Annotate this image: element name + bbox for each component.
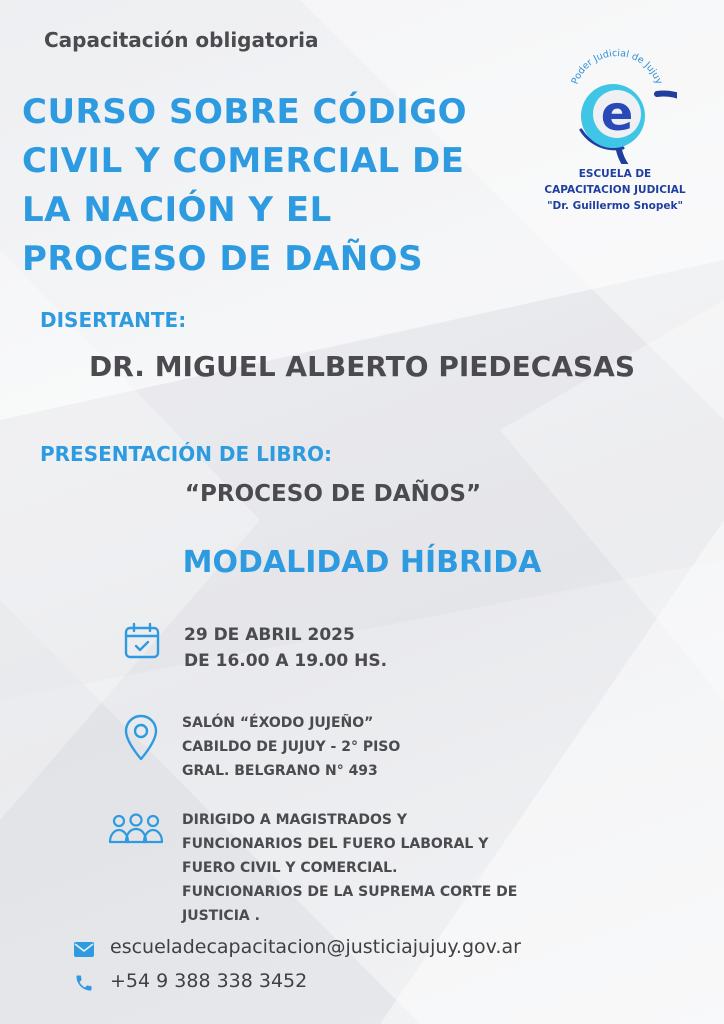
speaker-label: DISERTANTE: xyxy=(40,308,187,332)
event-date: 29 DE ABRIL 2025 xyxy=(184,625,355,645)
logo-caption xyxy=(540,166,690,214)
logo-arc-text: Poder Judicial de Jujuy xyxy=(569,47,665,86)
book-title: “PROCESO DE DAÑOS” xyxy=(184,481,482,507)
mandatory-training-label: Capacitación obligatoria xyxy=(44,28,319,52)
course-title xyxy=(22,88,512,284)
event-schedule xyxy=(184,622,387,674)
logo-letter: e xyxy=(600,86,634,142)
audience-line: JUSTICIA . xyxy=(182,908,260,924)
event-location xyxy=(182,711,400,783)
logo-caption-line: CAPACITACION JUDICIAL xyxy=(544,184,686,196)
envelope-icon xyxy=(74,942,94,957)
location-line: SALÓN “ÉXODO JUJEÑO” xyxy=(182,715,374,731)
judicial-school-e-logo xyxy=(553,40,677,164)
location-pin-icon xyxy=(122,712,160,762)
audience-line: DIRIGIDO A MAGISTRADOS Y xyxy=(182,812,407,828)
phone-icon xyxy=(74,973,94,993)
course-title-line: PROCESO DE DAÑOS xyxy=(22,239,424,279)
location-line: CABILDO DE JUJUY - 2° PISO xyxy=(182,739,401,755)
contact-phone[interactable]: +54 9 388 338 3452 xyxy=(110,970,308,992)
modality-heading: MODALIDAD HÍBRIDA xyxy=(182,545,542,580)
svg-text:Poder Judicial de Jujuy xyxy=(570,48,665,86)
course-title-line: LA NACIÓN Y EL xyxy=(22,190,332,230)
people-group-icon xyxy=(107,812,165,846)
school-logo xyxy=(540,40,690,236)
logo-caption-line: "Dr. Guillermo Snopek" xyxy=(547,200,683,212)
book-presentation-label: PRESENTACIÓN DE LIBRO: xyxy=(40,442,332,466)
logo-caption-line: ESCUELA DE xyxy=(578,168,652,180)
calendar-icon xyxy=(123,622,161,660)
event-time: DE 16.00 A 19.00 HS. xyxy=(184,651,388,671)
audience-line: FUNCIONARIOS DE LA SUPREMA CORTE DE xyxy=(182,884,518,900)
course-title-line: CURSO SOBRE CÓDIGO xyxy=(22,92,468,132)
contact-email[interactable]: escueladecapacitacion@justiciajujuy.gov.ar xyxy=(110,936,521,958)
speaker-name: DR. MIGUEL ALBERTO PIEDECASAS xyxy=(88,350,635,383)
audience-line: FUNCIONARIOS DEL FUERO LABORAL Y xyxy=(182,836,489,852)
course-title-line: CIVIL Y COMERCIAL DE xyxy=(22,141,465,181)
location-line: GRAL. BELGRANO N° 493 xyxy=(182,763,378,779)
target-audience xyxy=(182,808,517,928)
audience-line: FUERO CIVIL Y COMERCIAL. xyxy=(182,860,398,876)
